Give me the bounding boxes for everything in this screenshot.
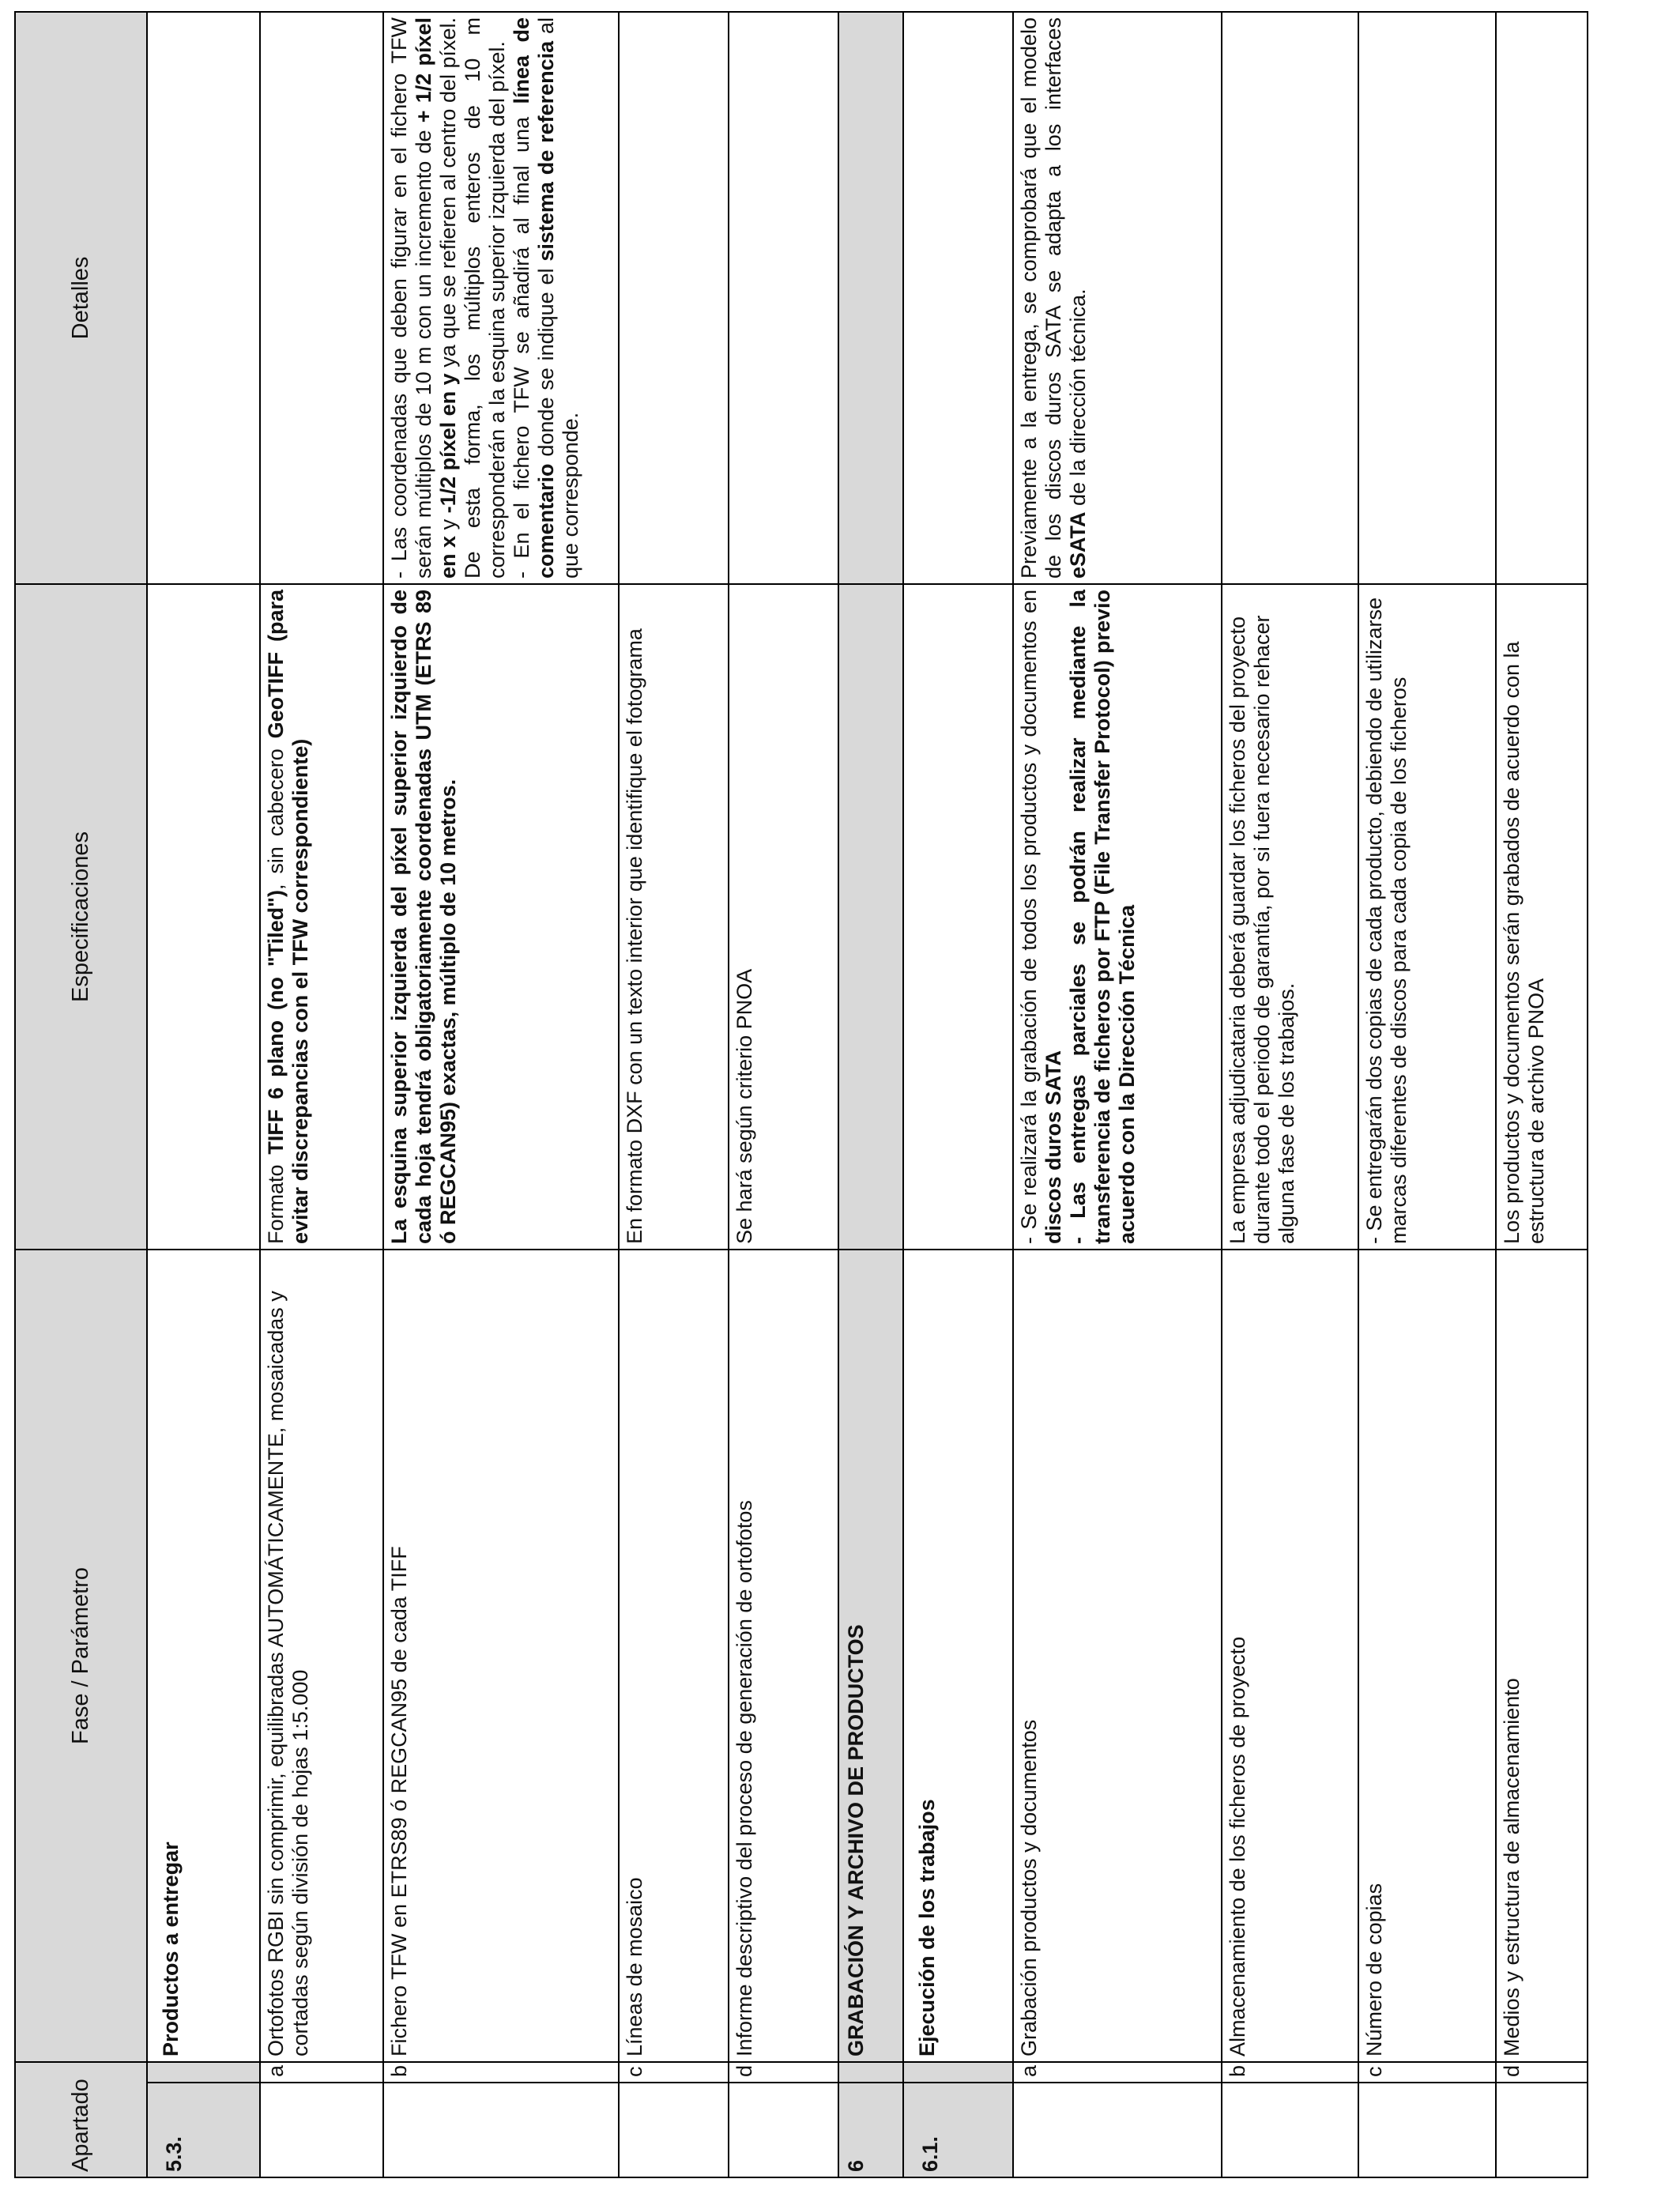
table-row: [1496, 12, 1588, 2177]
table-row: [383, 12, 620, 2177]
empty-cell: [147, 2062, 261, 2083]
spec-cell: La esquina superior izquierda del píxel superior izquierdo de cada hoja tendrá obligatoriamente coordenadas UTM (ETRS 89 ó REGCAN95) exactas, múltiplo de 10 metros.: [383, 584, 620, 1250]
item-letter: b: [1222, 2062, 1359, 2083]
item-letter: c: [619, 2062, 729, 2083]
param-cell: Ortofotos RGBI sin comprimir, equilibradas AUTOMÁTICAMENTE, mosaicadas y cortadas según división de hojas 1:5.000: [260, 1250, 382, 2062]
empty-cell: [729, 2083, 838, 2177]
empty-cell: [260, 2083, 382, 2177]
empty-cell: [1222, 12, 1359, 584]
spec-cell: - Se realizará la grabación de todos los productos y documentos en discos duros SATA - Las entregas parciales se podrán realizar mediante la transferencia de ficheros por FTP (File Transfer Protocol) previo acuerdo con la Dirección Técnica: [1013, 584, 1222, 1250]
param-cell: Líneas de mosaico: [619, 1250, 729, 2062]
spec-cell: - Se entregarán dos copias de cada producto, debiendo de utilizarse marcas diferentes de discos para cada copia de los ficheros: [1358, 584, 1496, 1250]
empty-cell: [1358, 12, 1496, 584]
item-letter: a: [260, 2062, 382, 2083]
param-cell: Informe descriptivo del proceso de generación de ortofotos: [729, 1250, 838, 2062]
table-row: [619, 12, 729, 2177]
table-row: [260, 12, 382, 2177]
empty-cell: [1496, 2083, 1588, 2177]
header-fase: Fase / Parámetro: [15, 1250, 147, 2062]
item-letter: d: [1496, 2062, 1588, 2083]
empty-cell: [260, 12, 382, 584]
spec-cell: Formato TIFF 6 plano (no "Tiled"), sin cabecero GeoTIFF (para evitar discrepancias con el TFW correspondiente): [260, 584, 382, 1250]
item-letter: c: [1358, 2062, 1496, 2083]
item-letter: a: [1013, 2062, 1222, 2083]
spec-cell: Los productos y documentos serán grabados de acuerdo con la estructura de archivo PNOA: [1496, 584, 1588, 1250]
table-row: [1358, 12, 1496, 2177]
empty-cell: [903, 584, 1013, 1250]
section-title: GRABACIÓN Y ARCHIVO DE PRODUCTOS: [838, 1250, 902, 2062]
empty-cell: [1358, 2083, 1496, 2177]
empty-cell: [1222, 2083, 1359, 2177]
section-row-5-3: [147, 12, 261, 2177]
empty-cell: [383, 2083, 620, 2177]
empty-cell: [147, 584, 261, 1250]
item-letter: b: [383, 2062, 620, 2083]
empty-cell: [838, 2062, 902, 2083]
table-row: [1013, 12, 1222, 2177]
specifications-table: [14, 11, 1588, 2178]
header-detalles: Detalles: [15, 12, 147, 584]
param-cell: Almacenamiento de los ficheros de proyecto: [1222, 1250, 1359, 2062]
header-apartado: Apartado: [15, 2062, 147, 2177]
empty-cell: [729, 12, 838, 584]
section-row-6: [838, 12, 902, 2177]
param-cell: Grabación productos y documentos: [1013, 1250, 1222, 2062]
header-especificaciones: Especificaciones: [15, 584, 147, 1250]
empty-cell: [838, 584, 902, 1250]
empty-cell: [1013, 2083, 1222, 2177]
table-row: [1222, 12, 1359, 2177]
header-row: [15, 12, 147, 2177]
section-number: 5.3.: [147, 2083, 261, 2177]
item-letter: d: [729, 2062, 838, 2083]
details-cell: Previamente a la entrega, se comprobará que el modelo de los discos duros SATA se adapta a los interfaces eSATA de la dirección técnica.: [1013, 12, 1222, 584]
spec-cell: En formato DXF con un texto interior que identifique el fotograma: [619, 584, 729, 1250]
empty-cell: [1496, 12, 1588, 584]
empty-cell: [619, 12, 729, 584]
param-cell: Fichero TFW en ETRS89 ó REGCAN95 de cada TIFF: [383, 1250, 620, 2062]
empty-cell: [838, 12, 902, 584]
param-cell: Número de copias: [1358, 1250, 1496, 2062]
spec-cell: La empresa adjudicataria deberá guardar los ficheros del proyecto durante todo el periodo de garantía, por si fuera necesario rehacer alguna fase de los trabajos.: [1222, 584, 1359, 1250]
empty-cell: [147, 12, 261, 584]
details-cell: - Las coordenadas que deben figurar en el fichero TFW serán múltiplos de 10 m con un incremento de + 1/2 píxel en x y -1/2 píxel en y ya que se refieren al centro del píxel. De esta forma, los múltiplos enteros de 10 m corresponderán a la esquina superior izquierda del píxel. - En el fichero TFW se añadirá al final una línea de comentario donde se indique el sistema de referencia al que corresponde.: [383, 12, 620, 584]
empty-cell: [903, 2062, 1013, 2083]
empty-cell: [903, 12, 1013, 584]
table-row: [729, 12, 838, 2177]
section-title: Ejecución de los trabajos: [903, 1250, 1013, 2062]
section-row-6-1: [903, 12, 1013, 2177]
param-cell: Medios y estructura de almacenamiento: [1496, 1250, 1588, 2062]
spec-cell: Se hará según criterio PNOA: [729, 584, 838, 1250]
section-number: 6.1.: [903, 2083, 1013, 2177]
section-title: Productos a entregar: [147, 1250, 261, 2062]
empty-cell: [619, 2083, 729, 2177]
section-number: 6: [838, 2083, 902, 2177]
